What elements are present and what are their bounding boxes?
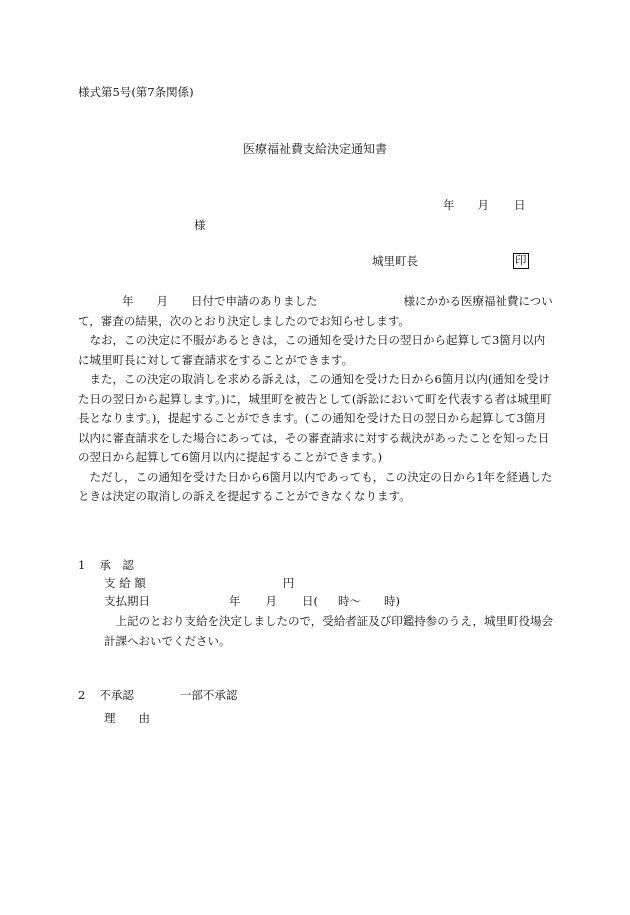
date-month: 月 xyxy=(477,198,489,212)
pay-year: 年 xyxy=(229,594,241,608)
date-day: 日 xyxy=(514,198,526,212)
notice-body xyxy=(78,292,556,507)
payment-amount-row xyxy=(104,576,294,591)
approval-note: 上記のとおり支給を決定しましたので，受給者証及び印鑑持参のうえ，城里町役場会計課へおいでください。 xyxy=(104,614,553,648)
pay-hour-start: 時〜 xyxy=(338,594,361,608)
partial-rejection: 一部不承認 xyxy=(179,688,238,702)
section-2-title: 不承認 xyxy=(99,688,134,702)
section-approval-heading xyxy=(78,558,134,573)
section-2-number: 2 xyxy=(78,688,86,702)
notice-paragraph-3: また，この決定の取消しを求める訴えは，この通知を受けた日から6箇月以内(通知を受けた日の翌日から起算します。)に，城里町を被告として(訴訟において町を代表する者は城里町長となります。)，提起することができます。(この通知を受けた日の翌日から起算して3箇月以内に審査請求をした場合にあっては，その審査請求に対する裁決があったことを知った日の翌日から起算して6箇月以内に提起することができます。) xyxy=(78,372,552,464)
approval-note-block xyxy=(104,612,564,651)
notice-paragraph-1 xyxy=(78,292,556,331)
amount-label: 支 給 額 xyxy=(104,576,146,590)
application-month: 月 xyxy=(156,294,168,308)
pay-month: 月 xyxy=(265,594,277,608)
reason-label: 理 由 xyxy=(104,711,150,725)
notice-paragraph-2: なお，この決定に不服があるときは，この通知を受けた日の翌日から起算して3箇月以内に城里町長に対して審査請求をすることができます。 xyxy=(78,333,546,367)
application-year: 年 xyxy=(122,294,134,308)
section-1-title: 承 認 xyxy=(99,558,134,572)
pay-hour-end: 時) xyxy=(384,594,400,608)
decision-text: 様にかかる医療福祉費について，審査の結果，次のとおり決定しましたのでお知らせします。 xyxy=(78,294,553,328)
seal-text: 印 xyxy=(515,253,527,267)
section-1-number: 1 xyxy=(78,558,86,572)
section-rejection-heading xyxy=(78,688,237,703)
addressee-suffix: 様 xyxy=(194,218,206,232)
seal-mark xyxy=(513,253,529,269)
pay-day: 日( xyxy=(302,594,318,608)
amount-unit: 円 xyxy=(282,576,295,590)
issue-date xyxy=(443,198,526,213)
issuer-name: 城里町長 xyxy=(372,254,418,268)
payment-date-row xyxy=(104,594,400,609)
pay-date-label: 支払期日 xyxy=(104,594,150,608)
application-text: 日付で申請のありました xyxy=(191,294,318,308)
document-title: 医療福祉費支給決定通知書 xyxy=(243,142,388,156)
date-year: 年 xyxy=(443,198,455,212)
notice-paragraph-4: ただし，この通知を受けた日から6箇月以内であっても，この決定の日から1年を経過したときは決定の取消しの訴えを提起することができなくなります。 xyxy=(78,469,553,503)
form-number: 様式第5号(第7条関係) xyxy=(78,85,194,99)
